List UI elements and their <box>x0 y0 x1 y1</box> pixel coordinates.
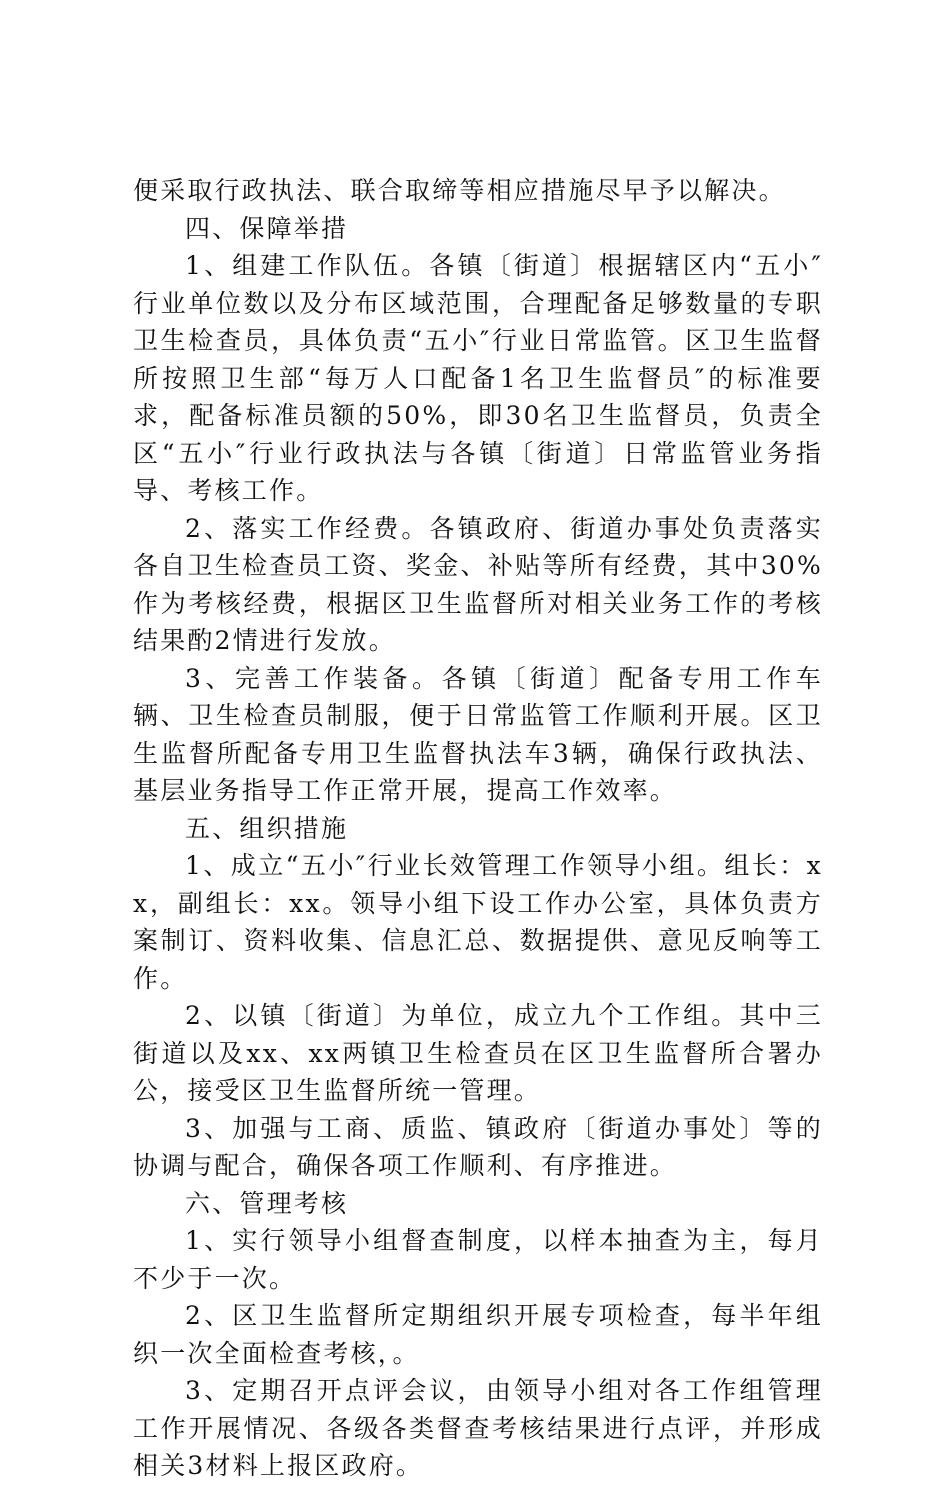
paragraph-supervision: 1、实行领导小组督查制度，以样本抽查为主，每月不少于一次。 <box>133 1226 823 1293</box>
paragraph-work-groups: 2、以镇〔街道〕为单位，成立九个工作组。其中三街道以及xx、xx两镇卫生检查员在区卫生监督所合署办公，接受区卫生监督所统一管理。 <box>133 1001 823 1105</box>
paragraph-team: 1、组建工作队伍。各镇〔街道〕根据辖区内“五小″行业单位数以及分布区域范围，合理配备足够数量的专职卫生检查员，具体负责“五小″行业日常监管。区卫生监督所按照卫生部“每万人口配备1名卫生监督员″的标准要求，配备标准员额的50%，即30名卫生监督员，负责全区“五小″行业行政执法与各镇〔街道〕日常监管业务指导、考核工作。 <box>133 251 823 505</box>
section-heading-guarantee: 四、保障举措 <box>185 213 349 243</box>
paragraph-equipment: 3、完善工作装备。各镇〔街道〕配备专用工作车辆、卫生检查员制服，便于日常监管工作顺利开展。区卫生监督所配备专用卫生监督执法车3辆，确保行政执法、基层业务指导工作正常开展，提高工作效率。 <box>133 663 823 805</box>
paragraph-coordination: 3、加强与工商、质监、镇政府〔街道办事处〕等的协调与配合，确保各项工作顺利、有序推进。 <box>133 1113 823 1180</box>
paragraph-leading-group: 1、成立“五小″行业长效管理工作领导小组。组长：xx，副组长：xx。领导小组下设工作办公室，具体负责方案制订、资料收集、信息汇总、数据提供、意见反响等工作。 <box>133 851 823 993</box>
paragraph-funding: 2、落实工作经费。各镇政府、街道办事处负责落实各自卫生检查员工资、奖金、补贴等所有经费，其中30%作为考核经费，根据区卫生监督所对相关业务工作的考核结果酌2情进行发放。 <box>133 513 823 655</box>
section-heading-assessment: 六、管理考核 <box>185 1188 349 1218</box>
paragraph-review-meeting: 3、定期召开点评会议，由领导小组对各工作组管理工作开展情况、各级各类督查考核结果进行点评，并形成相关3材料上报区政府。 <box>133 1376 823 1480</box>
section-heading-organization: 五、组织措施 <box>185 813 349 843</box>
paragraph-inspection: 2、区卫生监督所定期组织开展专项检查，每半年组织一次全面检查考核，。 <box>133 1301 823 1368</box>
document-body <box>133 172 823 1485</box>
paragraph-continuation: 便采取行政执法、联合取缔等相应措施尽早予以解决。 <box>133 176 786 205</box>
